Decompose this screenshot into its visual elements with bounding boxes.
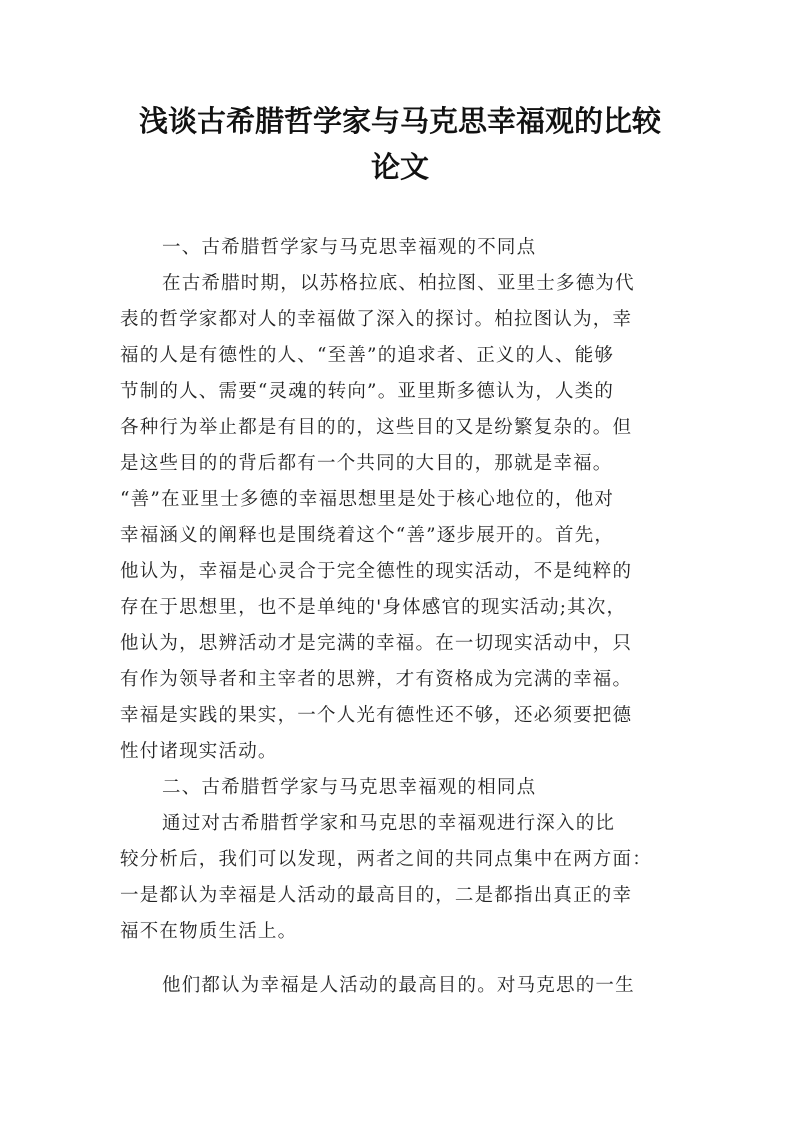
paragraph-line: 性付诸现实活动。 [120, 741, 278, 762]
paragraph-line: “善”在亚里士多德的幸福思想里是处于核心地位的，他对 [120, 489, 615, 510]
paragraph-line: 他认为，幸福是心灵合于完全德性的现实活动，不是纯粹的 [120, 561, 633, 582]
paragraph-line: 节制的人、需要“灵魂的转向”。亚里斯多德认为，人类的 [120, 381, 615, 402]
paragraph-line: 在古希腊时期，以苏格拉底、柏拉图、亚里士多德为代 [162, 273, 635, 294]
paragraph-line: 一是都认为幸福是人活动的最高目的，二是都指出真正的幸 [120, 885, 633, 906]
paragraph-line: 是这些目的的背后都有一个共同的大目的，那就是幸福。 [120, 453, 613, 474]
paragraph-line: 有作为领导者和主宰者的思辨，才有资格成为完满的幸福。 [120, 669, 633, 690]
section-heading-2: 二、古希腊哲学家与马克思幸福观的相同点 [162, 777, 537, 798]
paragraph-line: 通过对古希腊哲学家和马克思的幸福观进行深入的比 [162, 813, 616, 834]
document-title-line-1: 浅谈古希腊哲学家与马克思幸福观的比较 [138, 104, 661, 138]
paragraph-line: 表的哲学家都对人的幸福做了深入的探讨。柏拉图认为，幸 [120, 309, 633, 330]
paragraph-line: 他们都认为幸福是人活动的最高目的。对马克思的一生 [162, 975, 635, 996]
paragraph-line: 较分析后，我们可以发现，两者之间的共同点集中在两方面： [120, 849, 652, 870]
paragraph-line: 福不在物质生活上。 [120, 921, 298, 942]
document-title-line-2: 论文 [370, 150, 429, 184]
paragraph-line: 幸福涵义的阐释也是围绕着这个“善”逐步展开的。首先， [120, 525, 615, 546]
paragraph-line: 存在于思想里，也不是单纯的'身体感官的现实活动;其次， [120, 597, 627, 618]
paragraph-line: 幸福是实践的果实，一个人光有德性还不够，还必须要把德 [120, 705, 633, 726]
section-heading-1: 一、古希腊哲学家与马克思幸福观的不同点 [162, 237, 537, 258]
paragraph-line: 福的人是有德性的人、“至善”的追求者、正义的人、能够 [120, 345, 615, 366]
paragraph-line: 他认为，思辨活动才是完满的幸福。在一切现实活动中，只 [120, 633, 633, 654]
paragraph-line: 各种行为举止都是有目的的，这些目的又是纷繁复杂的。但 [120, 417, 633, 438]
